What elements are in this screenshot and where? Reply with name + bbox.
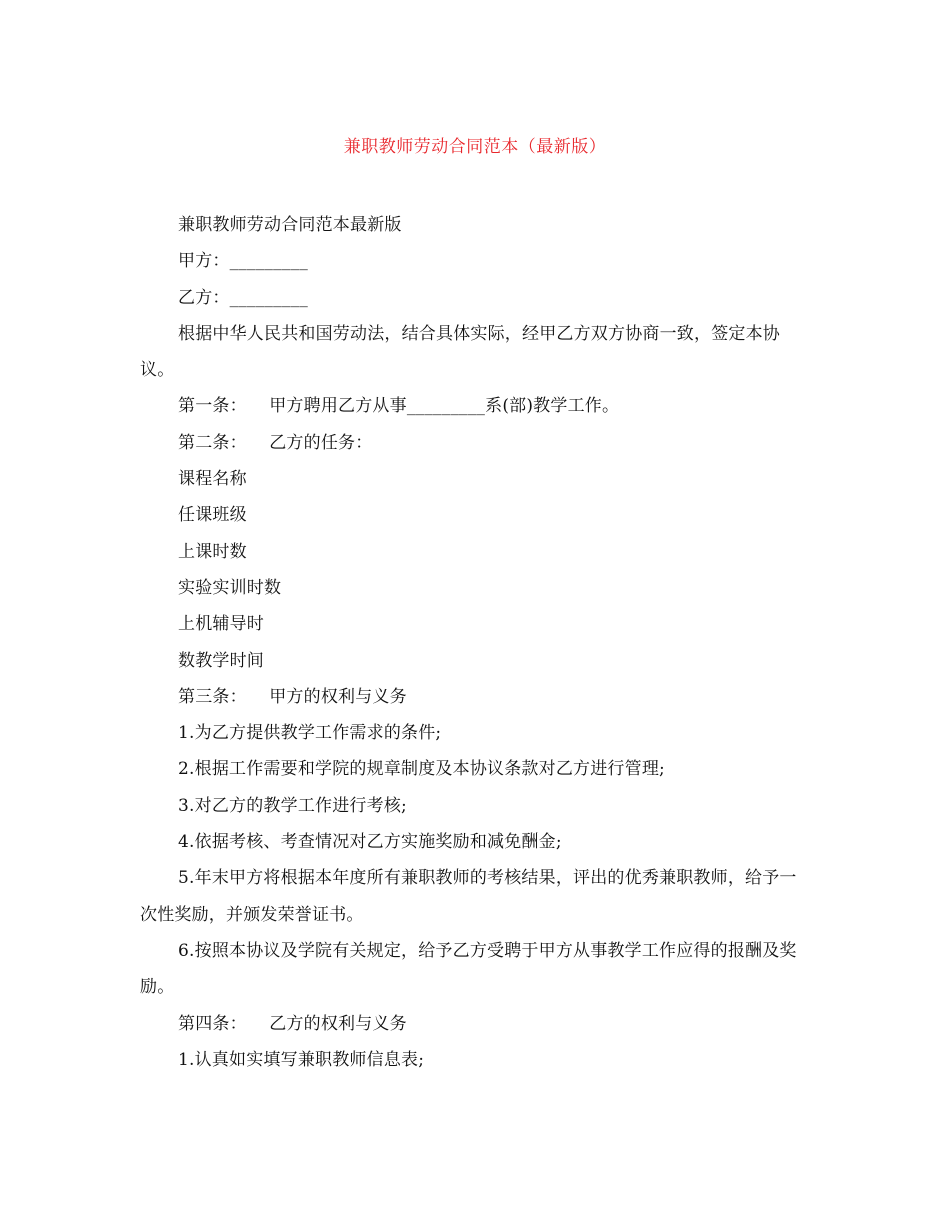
paragraph-party-b: 乙方：_________ (178, 287, 308, 308)
document-body (140, 207, 812, 1078)
paragraph-lab-hours: 实验实训时数 (178, 577, 282, 598)
paragraph-article-3: 第三条： 甲方的权利与义务 (178, 686, 407, 707)
paragraph-party-a: 甲方：_________ (178, 251, 308, 272)
paragraph-article-3-item-3: 3.对乙方的教学工作进行考核; (178, 795, 407, 816)
paragraph-hours: 上课时数 (178, 541, 247, 562)
paragraph-article-2: 第二条： 乙方的任务： (178, 432, 373, 453)
paragraph-article-3-item-5: 5.年末甲方将根据本年度所有兼职教师的考核结果，评出的优秀兼职教师，给予一次性奖励，并颁发荣誉证书。 (140, 868, 797, 925)
paragraph-article-3-item-4: 4.依据考核、考查情况对乙方实施奖励和减免酬金; (178, 832, 562, 853)
paragraph-subtitle: 兼职教师劳动合同范本最新版 (178, 215, 402, 235)
paragraph-computer-hours: 上机辅导时 (178, 614, 264, 635)
paragraph-article-1: 第一条： 甲方聘用乙方从事_________系(部)教学工作。 (178, 396, 620, 417)
paragraph-class: 任课班级 (178, 505, 247, 526)
paragraph-teaching-time: 数教学时间 (178, 650, 264, 671)
paragraph-article-3-item-2: 2.根据工作需要和学院的规章制度及本协议条款对乙方进行管理; (178, 759, 665, 780)
document-title: 兼职教师劳动合同范本（最新版） (343, 137, 607, 157)
paragraph-article-4: 第四条： 乙方的权利与义务 (178, 1013, 407, 1034)
paragraph-article-3-item-1: 1.为乙方提供教学工作需求的条件; (178, 723, 442, 744)
paragraph-preamble: 根据中华人民共和国劳动法，结合具体实际，经甲乙方双方协商一致，签定本协议。 (140, 323, 780, 381)
paragraph-course-name: 课程名称 (178, 469, 247, 490)
paragraph-article-3-item-6: 6.按照本协议及学院有关规定，给予乙方受聘于甲方从事教学工作应得的报酬及奖励。 (140, 940, 797, 998)
paragraph-article-4-item-1: 1.认真如实填写兼职教师信息表; (178, 1049, 425, 1070)
